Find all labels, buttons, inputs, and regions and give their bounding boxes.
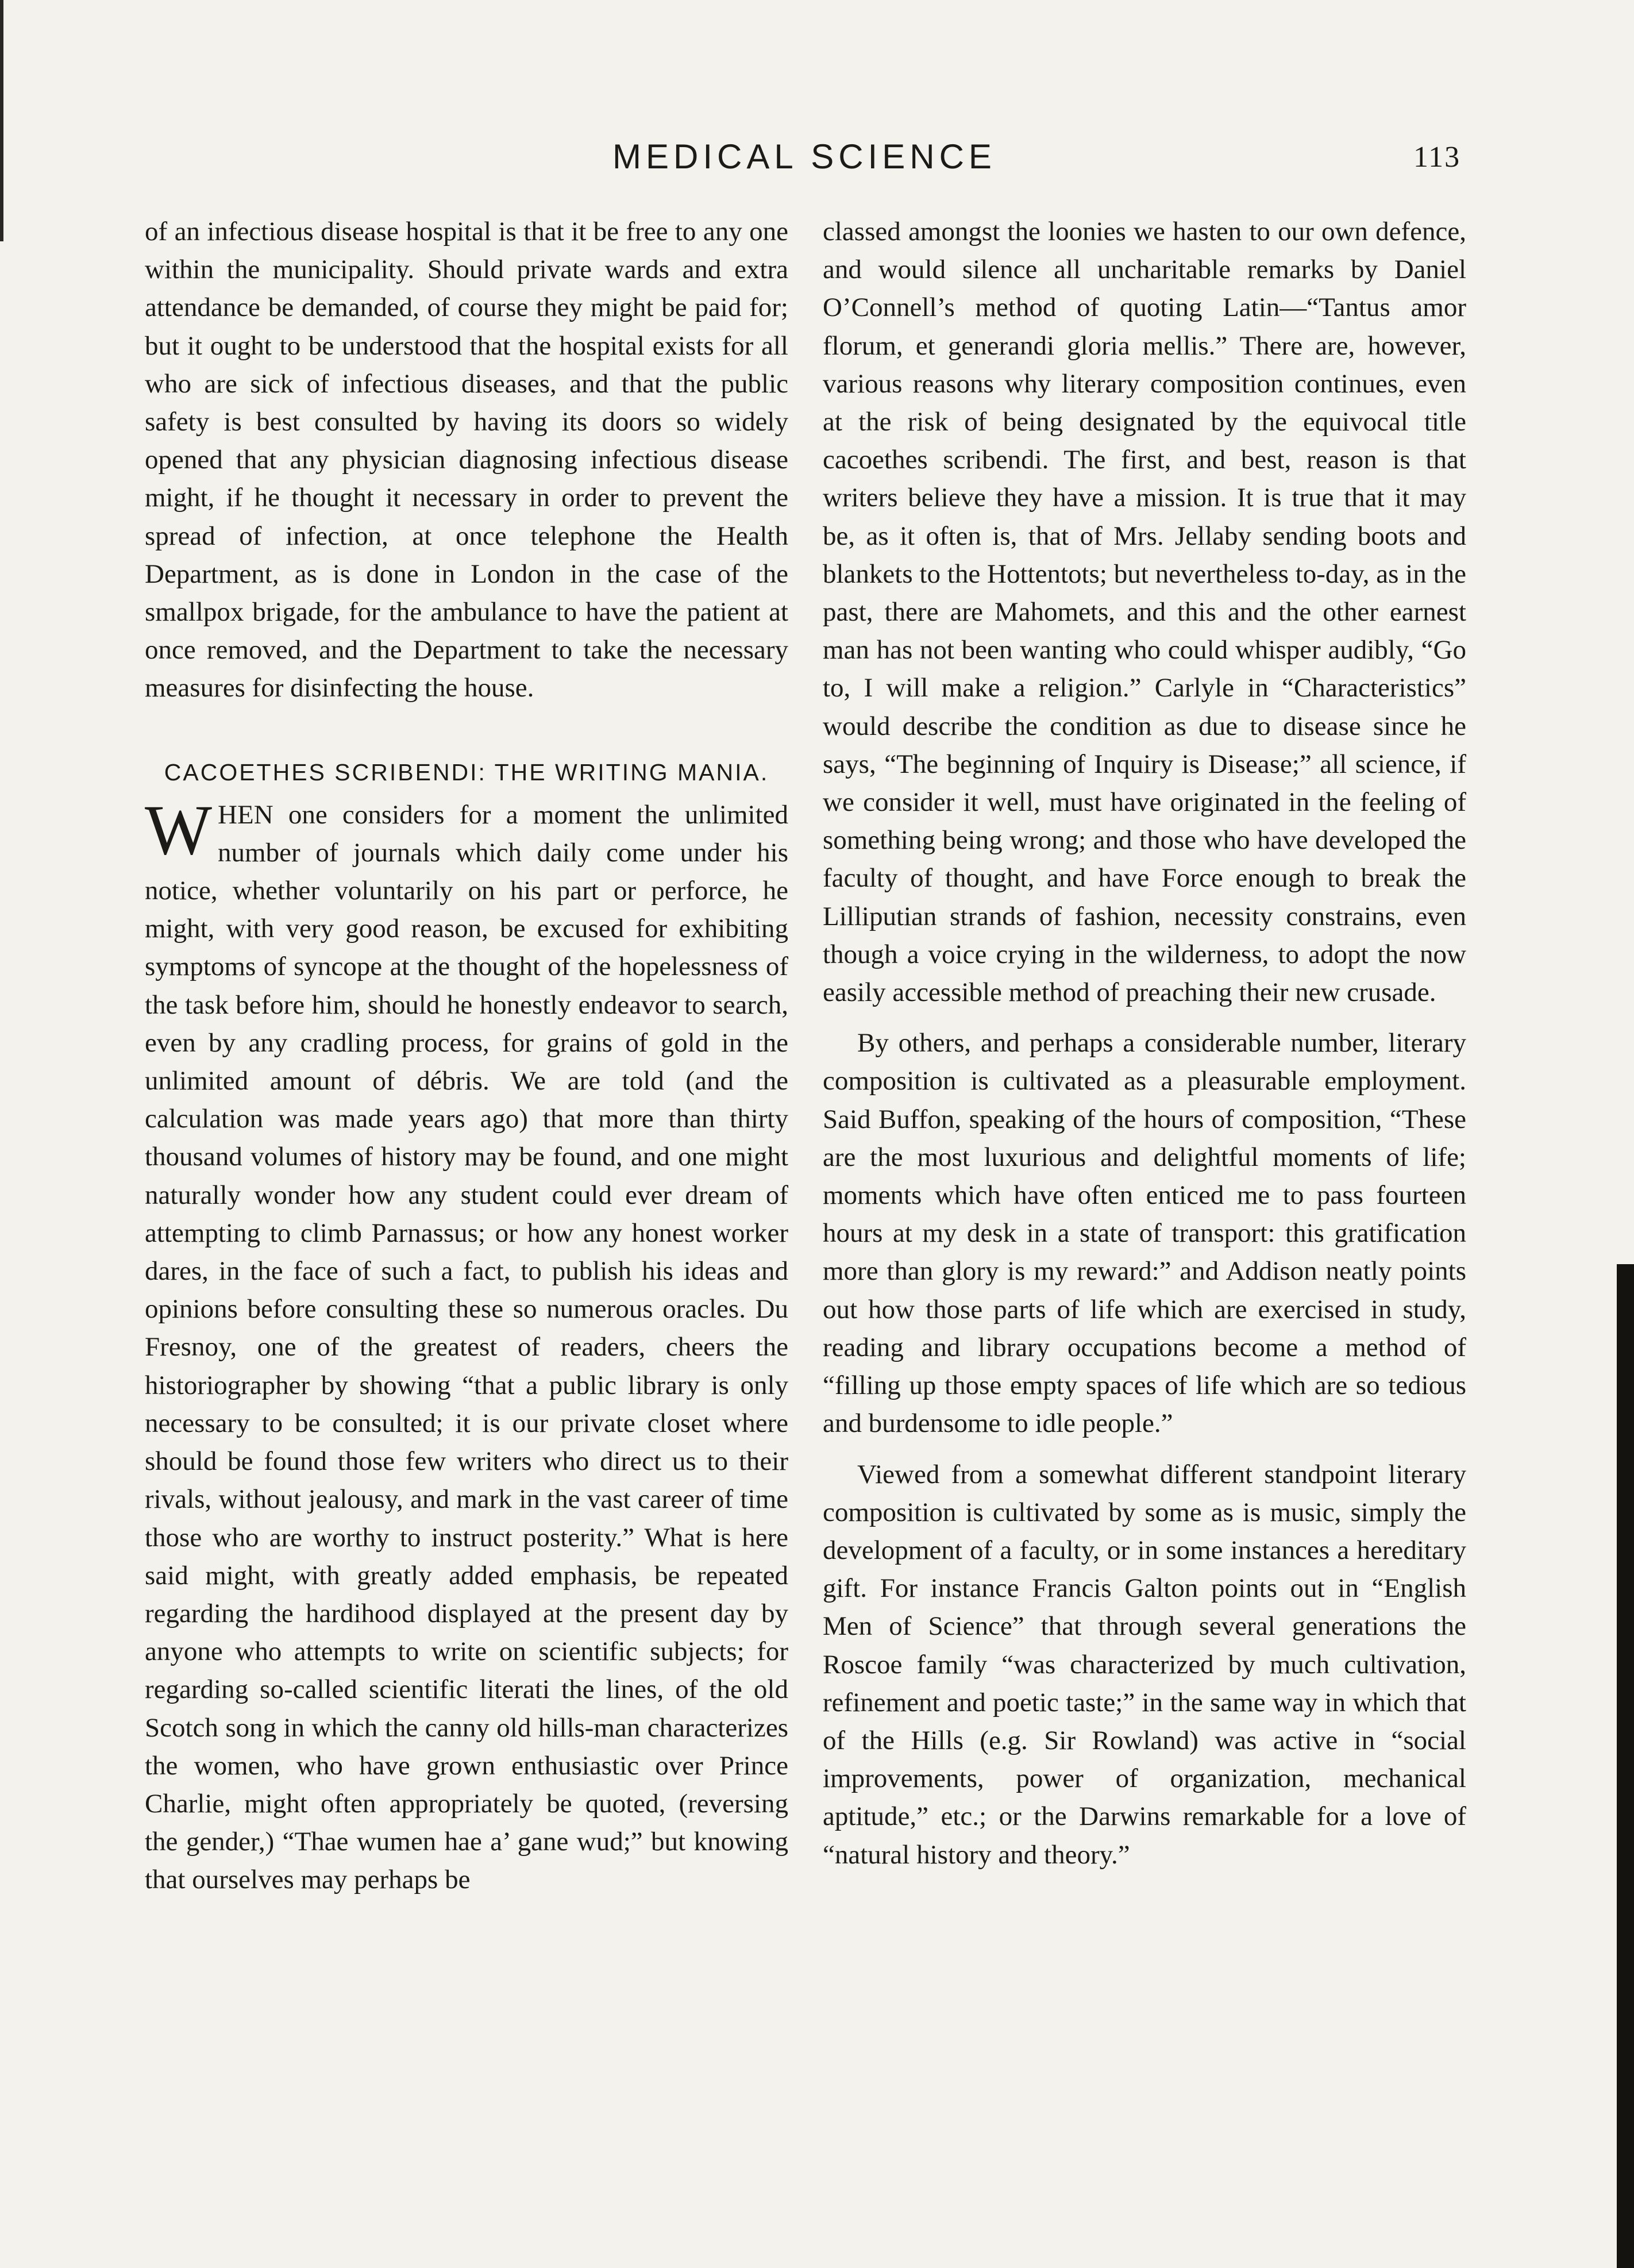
running-title: MEDICAL SCIENCE xyxy=(612,137,996,176)
right-paragraph-buffon: By others, and perhaps a considerable number, literary composition is cultivated as a pleasurable employment. Said Buffon, speaking of the hours of composition, “These are the most luxurious and delightful moments of life; moments which have often enticed me to pass fourteen hours at my desk in a state of transport: this gratification more than glory is my reward:” and Addison neatly points out how those parts of life which are exercised in study, reading and library occupations become a method of “filling up those empty spaces of life which are so tedious and burdensome to idle people.” xyxy=(823,1028,1466,1439)
right-paragraph-continued: classed amongst the loonies we hasten to our own defence, and would silence all uncharitable remarks by Daniel O’Connell’s method of quoting Latin—“Tantus amor florum, et generandi gloria mellis.” There are, however, various reasons why literary composition continues, even at the risk of being designated by the equivocal title cacoethes scribendi. The first, and best, reason is that writers believe they have a mission. It is true that it may be, as it often is, that of Mrs. Jellaby sending boots and blankets to the Hottentots; but nevertheless to-day, as in the past, there are Mahomets, and this and the other earnest man has not been wanting who could whisper audibly, “Go to, I will make a religion.” Carlyle in “Characteristics” would describe the condition as due to disease since he says, “The beginning of Inquiry is Disease;” all science, if we consider it well, must have originated in the feeling of something being wrong; and those who have developed the faculty of thought, and have Force enough to break the Lilliputian strands of fashion, necessity constrains, even though a voice crying in the wilderness, to adopt the now easily accessible method of preaching their new crusade. xyxy=(823,217,1466,1008)
left-column xyxy=(145,213,788,1899)
opening-paragraph-text: HEN one considers for a moment the unlimited number of journals which daily come under his notice, whether voluntarily on his part or perforce, he might, with very good reason, be excused for exhibiting symptoms of syncope at the thought of the hopelessness of the task before him, should he honestly endeavor to search, even by any cradling process, for grains of gold in the unlimited amount of débris. We are told (and the calculation was made years ago) that more than thirty thousand volumes of history may be found, and one might naturally wonder how any student could ever dream of attempting to climb Parnassus; or how any honest worker dares, in the face of such a fact, to publish his ideas and opinions before consulting these so numerous oracles. Du Fresnoy, one of the greatest of readers, cheers the historiographer by showing “that a public library is only necessary to be consulted; it is our private closet where should be found those few writers who direct us to their rivals, without jealousy, and mark in the vast career of time those who are worthy to instruct posterity.” What is here said might, with greatly added emphasis, be repeated regarding the hardihood displayed at the present day by anyone who attempts to write on scientific subjects; for regarding so-called scientific literati the lines, of the old Scotch song in which the canny old hills-man characterizes the women, who have grown enthusiastic over Prince Charlie, might often appropriately be quoted, (reversing the gender,) “Thae wumen hae a’ gane wud;” but knowing that ourselves may perhaps be xyxy=(145,799,788,1895)
scan-edge-left xyxy=(0,0,3,241)
page-number: 113 xyxy=(1413,141,1461,174)
right-paragraph-galton: Viewed from a somewhat different standpoint literary composition is cultivated by some as is music, simply the development of a faculty, or in some instances a hereditary gift. For instance Francis Galton points out in “English Men of Science” that through several generations the Roscoe family “was characterized by much cultivation, refinement and poetic taste;” in the same way in which that of the Hills (e.g. Sir Rowland) was active in “social improvements, power of organization, mechanical aptitude,” etc.; or the Darwins remarkable for a love of “natural history and theory.” xyxy=(823,1459,1466,1870)
left-paragraph-opening xyxy=(145,790,788,1899)
section-gap xyxy=(145,707,788,742)
drop-cap: W xyxy=(145,790,213,869)
left-paragraph-continued: of an infectious disease hospital is that it be free to any one within the municipality. Should private wards and extra attendance be demanded, of course they might be paid for; but it ought to be understood that the hospital exists for all who are sick of infectious diseases, and that the public safety is best consulted by having its doors so widely opened that any physician diagnosing infectious disease might, if he thought it necessary in order to prevent the spread of infection, at once telephone the Health Department, as is done in London in the case of the smallpox brigade, for the ambulance to have the patient at once removed, and the Department to take the necessary measures for disinfecting the house. xyxy=(145,217,788,703)
scan-edge-right xyxy=(1617,1264,1634,2268)
right-column xyxy=(823,213,1466,1874)
page-header xyxy=(0,137,1634,183)
section-heading: CACOETHES SCRIBENDI: THE WRITING MANIA. xyxy=(164,758,769,785)
